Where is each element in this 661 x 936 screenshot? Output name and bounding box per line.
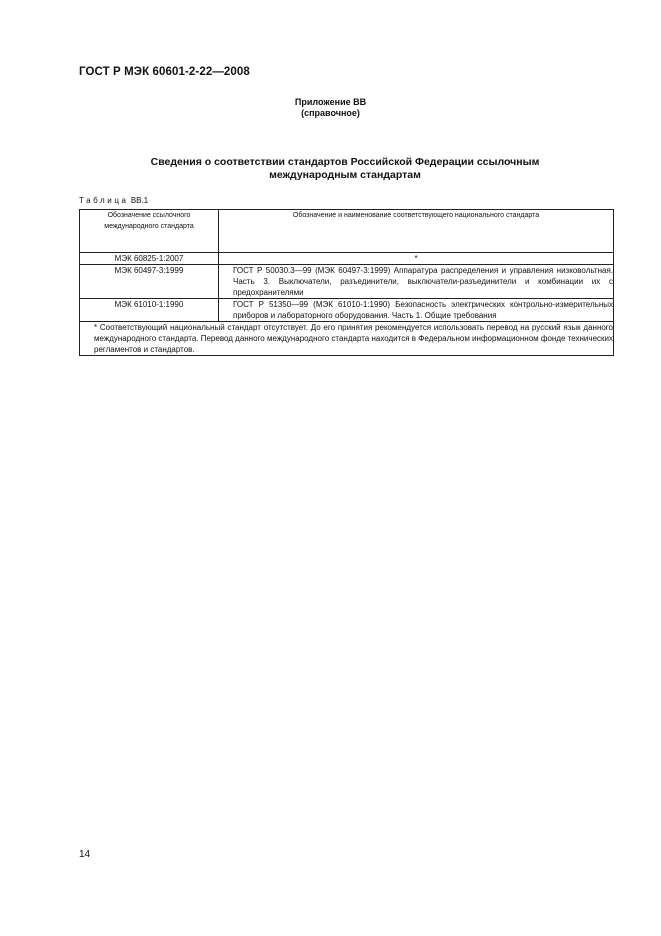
table-caption-word: Таблица <box>79 196 129 205</box>
national-standard-text: ГОСТ Р 51350—99 (МЭК 61010-1:1990) Безопасность электрических контрольно-измерительных приборов и лабораторного оборудования. Часть 1. Общие требования <box>233 300 613 320</box>
correspondence-table <box>79 209 614 356</box>
cell-national-standard <box>219 265 614 299</box>
section-title-line2: международным стандартам <box>269 169 421 181</box>
cell-intl-standard: МЭК 60825-1:2007 <box>80 253 219 265</box>
annex-heading <box>0 97 661 119</box>
table-row <box>80 299 614 322</box>
table-caption-number: ВВ.1 <box>130 196 149 205</box>
section-title-line1: Сведения о соответствии стандартов Российской Федерации ссылочным <box>150 156 540 168</box>
table-footnote-row <box>80 322 614 356</box>
table-row <box>80 253 614 265</box>
cell-national-standard: * <box>219 253 614 265</box>
cell-intl-standard: МЭК 61010-1:1990 <box>80 299 219 322</box>
header-intl-line1: Обозначение ссылочного <box>107 212 191 219</box>
cell-national-standard <box>219 299 614 322</box>
header-intl-line2: международного стандарта <box>104 223 194 230</box>
table-caption <box>79 196 148 205</box>
table-footnote <box>80 322 614 356</box>
cell-intl-standard: МЭК 60497-3:1999 <box>80 265 219 299</box>
footnote-text: * Соответствующий национальный стандарт отсутствует. До его принятия рекомендуется использовать перевод на русский язык данного международного стандарта. Перевод данного международного стандарта находится в Федеральном информационном фонде технических регламентов и стандартов. <box>94 323 613 354</box>
annex-subtitle: (справочное) <box>301 108 360 118</box>
document-header: ГОСТ Р МЭК 60601-2-22—2008 <box>79 66 250 78</box>
annex-title: Приложение ВВ <box>294 97 367 107</box>
table-header-row <box>80 210 614 253</box>
table-header-intl <box>80 210 219 253</box>
table-row <box>80 265 614 299</box>
table-header-national: Обозначение и наименование соответствующего национального стандарта <box>219 210 614 253</box>
section-title <box>90 156 600 182</box>
page-number: 14 <box>79 849 91 860</box>
national-standard-text: ГОСТ Р 50030.3—99 (МЭК 60497-3:1999) Аппаратура распределения и управления низковольтная. Часть 3. Выключатели, разъединители, выключатели-разъединители и комбинации их с предохранителями <box>233 266 613 297</box>
